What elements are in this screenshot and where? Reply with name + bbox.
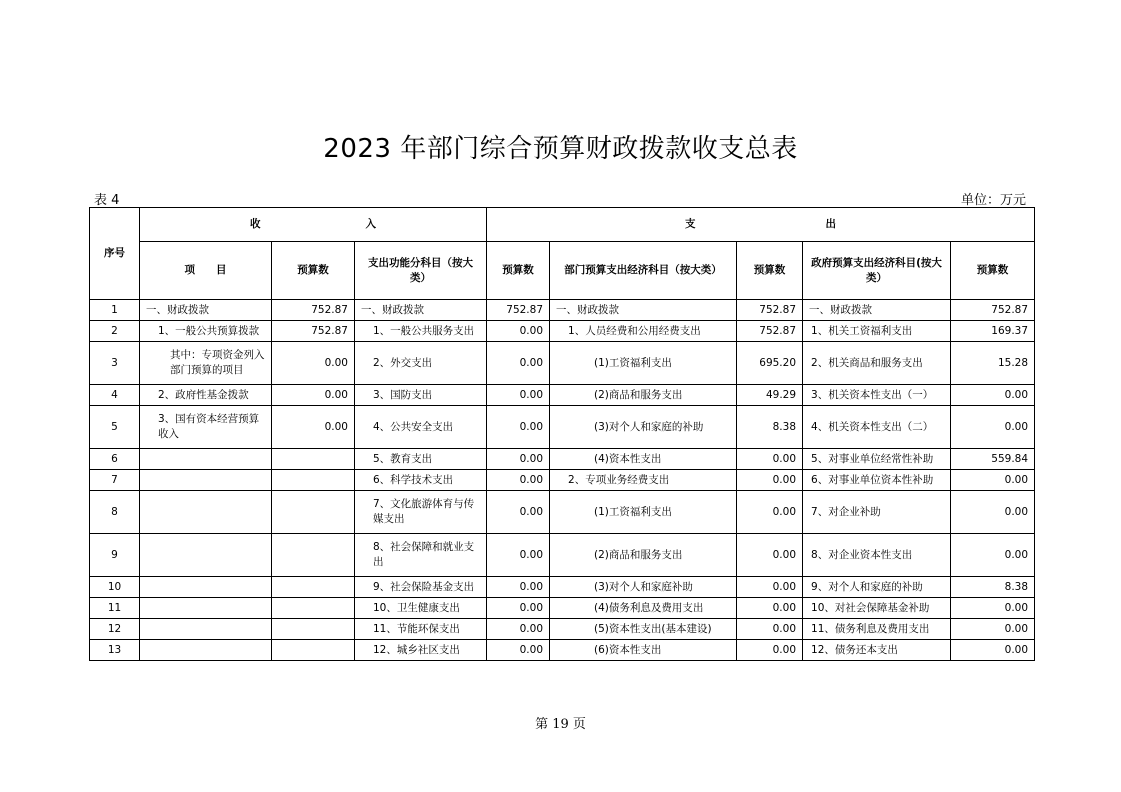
table-row — [90, 534, 1035, 577]
table-row — [90, 342, 1035, 385]
cell-income-item — [140, 534, 272, 577]
cell-gov-econ: 1、机关工资福利支出 — [803, 321, 951, 342]
cell-gov-econ: 3、机关资本性支出（一） — [803, 385, 951, 406]
cell-dept-budget: 8.38 — [737, 406, 803, 449]
table-row — [90, 640, 1035, 661]
cell-dept-econ: 1、人员经费和公用经费支出 — [550, 321, 737, 342]
cell-dept-econ: 2、专项业务经费支出 — [550, 470, 737, 491]
cell-seq: 9 — [90, 534, 140, 577]
header-row-1 — [90, 208, 1035, 242]
cell-func-class: 9、社会保险基金支出 — [355, 577, 487, 598]
cell-func-class: 11、节能环保支出 — [355, 619, 487, 640]
header-income-char-2: 入 — [365, 218, 376, 230]
header-budget-1: 预算数 — [272, 242, 355, 300]
cell-dept-budget: 752.87 — [737, 321, 803, 342]
cell-func-budget: 0.00 — [487, 385, 550, 406]
header-income-char-1: 收 — [250, 218, 261, 230]
cell-gov-econ: 10、对社会保障基金补助 — [803, 598, 951, 619]
header-dept-econ: 部门预算支出经济科目（按大类） — [550, 242, 737, 300]
unit-label: 单位：万元 — [960, 193, 1026, 208]
cell-dept-econ: (1)工资福利支出 — [550, 491, 737, 534]
cell-dept-budget: 695.20 — [737, 342, 803, 385]
cell-dept-econ: 一、财政拨款 — [550, 300, 737, 321]
cell-func-budget: 0.00 — [487, 598, 550, 619]
cell-dept-budget: 0.00 — [737, 470, 803, 491]
cell-dept-econ: (4)债务利息及费用支出 — [550, 598, 737, 619]
cell-func-class: 3、国防支出 — [355, 385, 487, 406]
cell-income-budget: 0.00 — [272, 342, 355, 385]
table-row — [90, 385, 1035, 406]
header-income — [140, 208, 487, 242]
cell-seq: 4 — [90, 385, 140, 406]
header-expense-char-1: 支 — [685, 218, 696, 230]
table-row — [90, 449, 1035, 470]
header-expense — [487, 208, 1035, 242]
cell-dept-budget: 0.00 — [737, 449, 803, 470]
cell-gov-econ: 6、对事业单位资本性补助 — [803, 470, 951, 491]
cell-func-budget: 0.00 — [487, 577, 550, 598]
cell-seq: 6 — [90, 449, 140, 470]
cell-income-item — [140, 598, 272, 619]
cell-income-budget — [272, 640, 355, 661]
header-func-class: 支出功能分科目（按大类） — [355, 242, 487, 300]
cell-income-budget: 0.00 — [272, 385, 355, 406]
cell-func-budget: 0.00 — [487, 342, 550, 385]
cell-func-budget: 752.87 — [487, 300, 550, 321]
cell-func-class: 4、公共安全支出 — [355, 406, 487, 449]
cell-income-budget — [272, 619, 355, 640]
cell-dept-econ: (3)对个人和家庭的补助 — [550, 406, 737, 449]
cell-gov-econ: 12、债务还本支出 — [803, 640, 951, 661]
cell-seq: 1 — [90, 300, 140, 321]
cell-func-budget: 0.00 — [487, 449, 550, 470]
cell-income-item — [140, 491, 272, 534]
header-expense-char-2: 出 — [825, 218, 837, 230]
cell-dept-econ: (1)工资福利支出 — [550, 342, 737, 385]
cell-func-budget: 0.00 — [487, 470, 550, 491]
cell-income-budget — [272, 449, 355, 470]
cell-seq: 2 — [90, 321, 140, 342]
cell-income-budget — [272, 534, 355, 577]
cell-income-budget — [272, 598, 355, 619]
cell-gov-econ: 2、机关商品和服务支出 — [803, 342, 951, 385]
header-budget-4: 预算数 — [951, 242, 1035, 300]
header-gov-econ: 政府预算支出经济科目(按大类） — [803, 242, 951, 300]
cell-gov-budget: 15.28 — [951, 342, 1035, 385]
cell-func-budget: 0.00 — [487, 534, 550, 577]
cell-gov-budget: 0.00 — [951, 640, 1035, 661]
cell-gov-budget: 0.00 — [951, 385, 1035, 406]
cell-income-item: 一、财政拨款 — [140, 300, 272, 321]
cell-seq: 7 — [90, 470, 140, 491]
cell-gov-budget: 0.00 — [951, 491, 1035, 534]
table-row — [90, 406, 1035, 449]
cell-income-budget — [272, 491, 355, 534]
cell-seq: 12 — [90, 619, 140, 640]
cell-income-item — [140, 640, 272, 661]
cell-func-class: 1、一般公共服务支出 — [355, 321, 487, 342]
table-row — [90, 577, 1035, 598]
cell-dept-econ: (3)对个人和家庭补助 — [550, 577, 737, 598]
cell-income-budget: 752.87 — [272, 321, 355, 342]
cell-gov-budget: 0.00 — [951, 534, 1035, 577]
cell-gov-budget: 0.00 — [951, 598, 1035, 619]
cell-func-class: 5、教育支出 — [355, 449, 487, 470]
cell-func-class: 10、卫生健康支出 — [355, 598, 487, 619]
cell-func-class: 2、外交支出 — [355, 342, 487, 385]
cell-income-budget: 752.87 — [272, 300, 355, 321]
cell-seq: 8 — [90, 491, 140, 534]
header-budget-2: 预算数 — [487, 242, 550, 300]
table-number: 表 4 — [94, 193, 120, 208]
cell-gov-budget: 559.84 — [951, 449, 1035, 470]
cell-income-item — [140, 449, 272, 470]
cell-dept-budget: 0.00 — [737, 640, 803, 661]
cell-gov-budget: 0.00 — [951, 406, 1035, 449]
cell-dept-econ: (2)商品和服务支出 — [550, 534, 737, 577]
header-row-2 — [90, 242, 1035, 300]
cell-func-class: 8、社会保障和就业支出 — [355, 534, 487, 577]
cell-gov-econ: 4、机关资本性支出（二） — [803, 406, 951, 449]
cell-func-budget: 0.00 — [487, 406, 550, 449]
header-item: 项 目 — [140, 242, 272, 300]
cell-dept-econ: (6)资本性支出 — [550, 640, 737, 661]
cell-dept-budget: 752.87 — [737, 300, 803, 321]
cell-dept-budget: 49.29 — [737, 385, 803, 406]
cell-seq: 5 — [90, 406, 140, 449]
cell-dept-budget: 0.00 — [737, 577, 803, 598]
cell-func-class: 12、城乡社区支出 — [355, 640, 487, 661]
page-number: 第 19 页 — [535, 717, 586, 732]
cell-func-budget: 0.00 — [487, 321, 550, 342]
cell-gov-econ: 一、财政拨款 — [803, 300, 951, 321]
cell-gov-budget: 169.37 — [951, 321, 1035, 342]
table-row — [90, 619, 1035, 640]
cell-seq: 11 — [90, 598, 140, 619]
cell-income-item — [140, 470, 272, 491]
cell-income-budget — [272, 577, 355, 598]
cell-seq: 13 — [90, 640, 140, 661]
cell-func-class: 6、科学技术支出 — [355, 470, 487, 491]
cell-income-item — [140, 619, 272, 640]
cell-gov-budget: 0.00 — [951, 470, 1035, 491]
cell-seq: 3 — [90, 342, 140, 385]
cell-func-class: 7、文化旅游体育与传媒支出 — [355, 491, 487, 534]
cell-func-budget: 0.00 — [487, 491, 550, 534]
cell-gov-budget: 752.87 — [951, 300, 1035, 321]
page-title: 2023 年部门综合预算财政拨款收支总表 — [323, 134, 798, 164]
cell-func-class: 一、财政拨款 — [355, 300, 487, 321]
cell-gov-econ: 7、对企业补助 — [803, 491, 951, 534]
header-budget-3: 预算数 — [737, 242, 803, 300]
cell-gov-econ: 11、债务利息及费用支出 — [803, 619, 951, 640]
cell-income-item: 其中：专项资金列入部门预算的项目 — [140, 342, 272, 385]
table-row — [90, 300, 1035, 321]
cell-income-item: 1、一般公共预算拨款 — [140, 321, 272, 342]
cell-income-budget — [272, 470, 355, 491]
cell-dept-budget: 0.00 — [737, 491, 803, 534]
cell-dept-budget: 0.00 — [737, 598, 803, 619]
cell-dept-budget: 0.00 — [737, 534, 803, 577]
cell-income-item — [140, 577, 272, 598]
cell-seq: 10 — [90, 577, 140, 598]
table-row — [90, 321, 1035, 342]
cell-gov-econ: 8、对企业资本性支出 — [803, 534, 951, 577]
cell-func-budget: 0.00 — [487, 640, 550, 661]
table-row — [90, 598, 1035, 619]
cell-gov-econ: 5、对事业单位经常性补助 — [803, 449, 951, 470]
cell-dept-econ: (4)资本性支出 — [550, 449, 737, 470]
cell-dept-econ: (2)商品和服务支出 — [550, 385, 737, 406]
header-seq: 序号 — [90, 208, 140, 300]
cell-dept-budget: 0.00 — [737, 619, 803, 640]
cell-gov-budget: 8.38 — [951, 577, 1035, 598]
cell-income-item: 3、国有资本经营预算收入 — [140, 406, 272, 449]
cell-func-budget: 0.00 — [487, 619, 550, 640]
table-row — [90, 491, 1035, 534]
cell-gov-budget: 0.00 — [951, 619, 1035, 640]
cell-gov-econ: 9、对个人和家庭的补助 — [803, 577, 951, 598]
cell-income-item: 2、政府性基金拨款 — [140, 385, 272, 406]
cell-income-budget: 0.00 — [272, 406, 355, 449]
cell-dept-econ: (5)资本性支出(基本建设) — [550, 619, 737, 640]
budget-summary-table — [89, 207, 1035, 661]
table-row — [90, 470, 1035, 491]
